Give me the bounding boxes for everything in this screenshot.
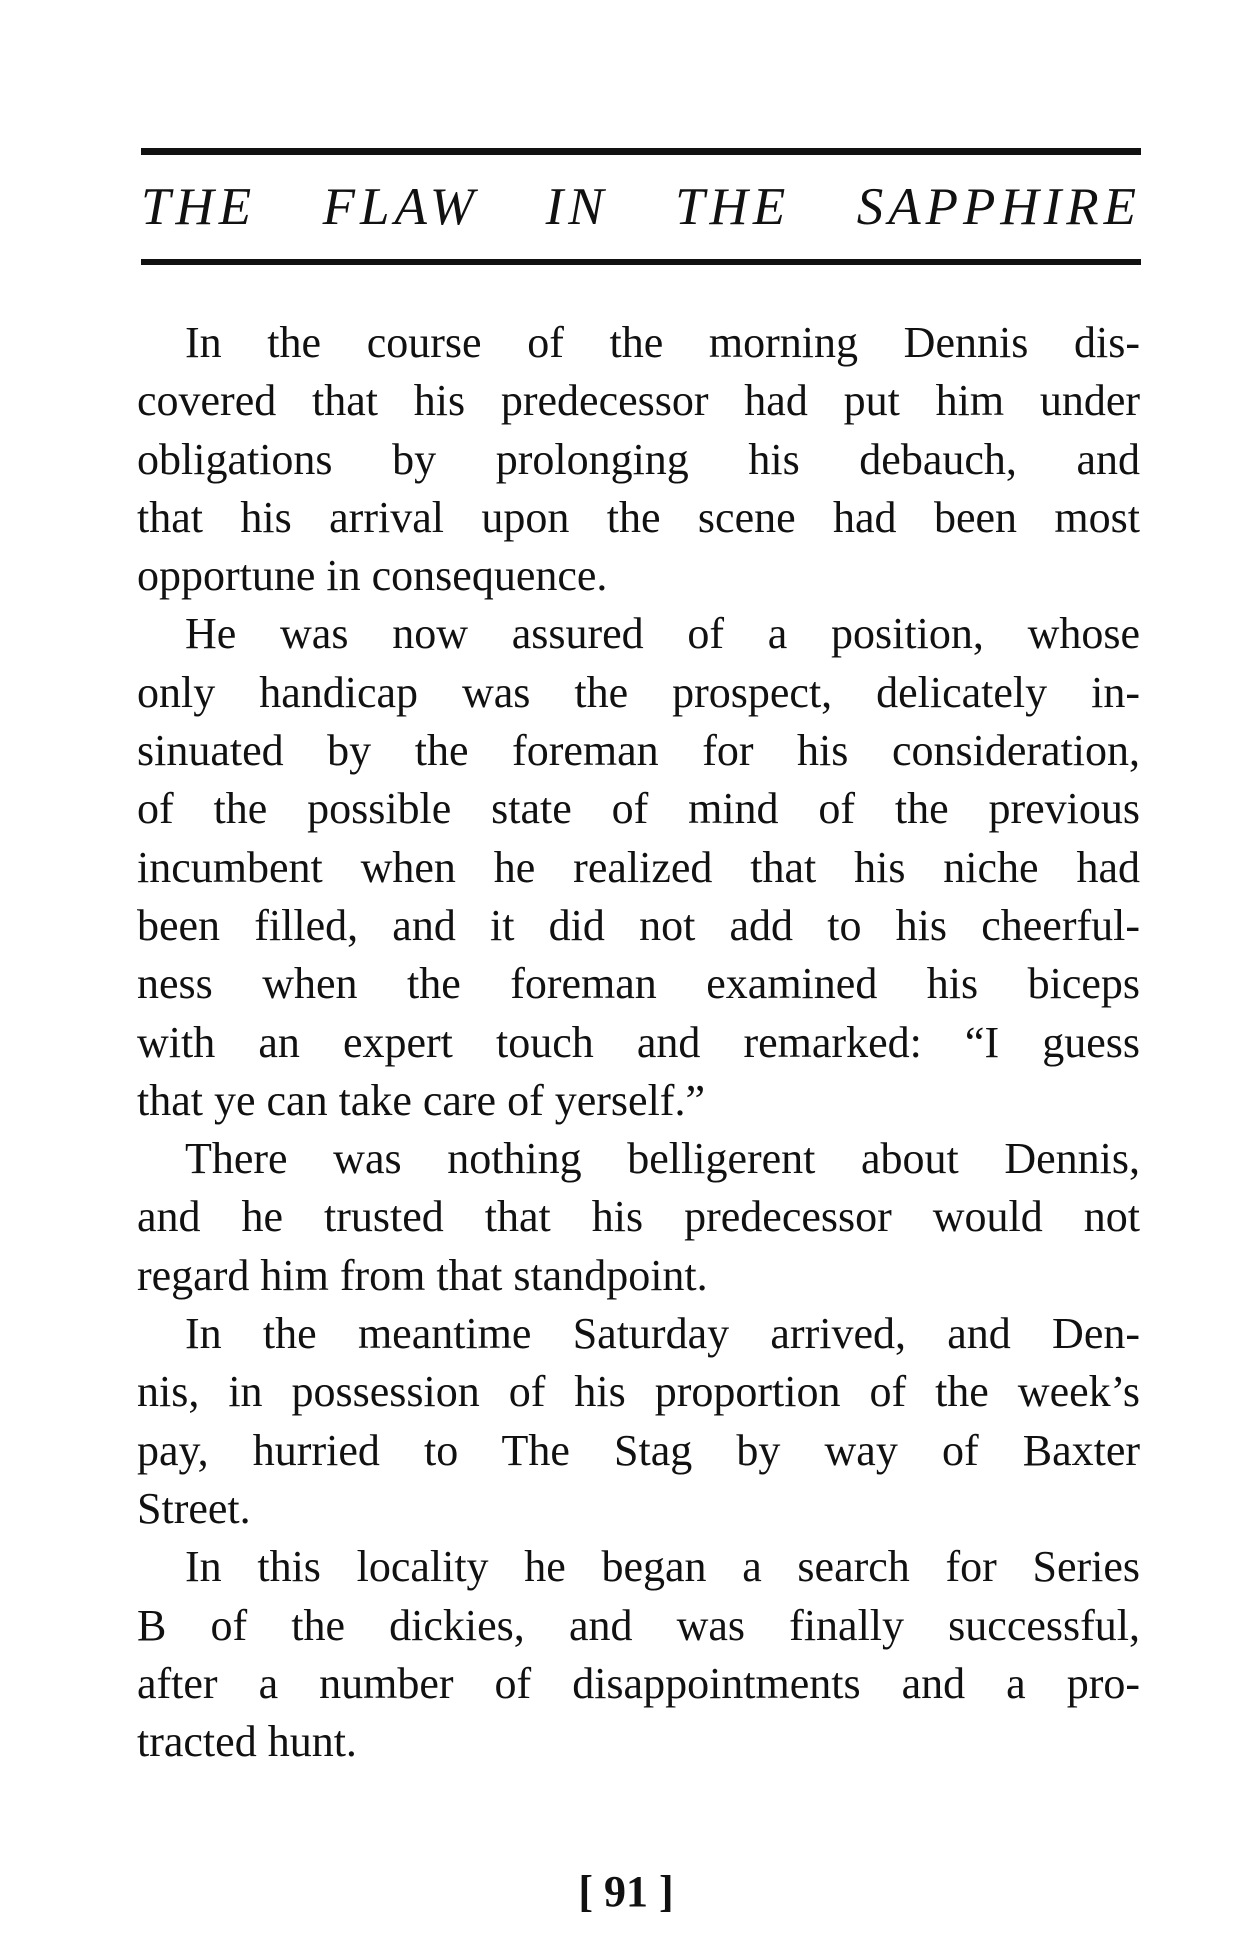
text-line: There was nothing belligerent about Dennis, xyxy=(185,1134,1140,1184)
paragraph xyxy=(137,314,1140,605)
text-line: In the meantime Saturday arrived, and Den- xyxy=(185,1309,1140,1359)
text-line: covered that his predecessor had put him under xyxy=(137,376,1140,426)
paragraph xyxy=(137,1538,1140,1771)
text-line: and he trusted that his predecessor would not xyxy=(137,1192,1140,1242)
text-line: been filled, and it did not add to his cheerful- xyxy=(137,900,1140,950)
text-line: only handicap was the prospect, delicately in- xyxy=(137,667,1140,717)
running-head-word: IN xyxy=(545,178,609,236)
header-top-rule xyxy=(141,148,1141,155)
running-head-word: THE xyxy=(141,178,257,236)
text-line: that his arrival upon the scene had been most xyxy=(137,492,1140,542)
text-line: In this locality he began a search for Series xyxy=(185,1542,1140,1592)
text-line: obligations by prolonging his debauch, and xyxy=(137,434,1140,484)
text-line: He was now assured of a position, whose xyxy=(185,609,1140,659)
text-line: with an expert touch and remarked: “I guess xyxy=(137,1017,1140,1067)
text-line: B of the dickies, and was finally successful, xyxy=(137,1600,1140,1650)
text-line: In the course of the morning Dennis dis- xyxy=(185,318,1140,367)
text-line: that ye can take care of yerself.” xyxy=(137,1075,705,1125)
running-head-word: THE xyxy=(675,178,791,236)
text-line: after a number of disappointments and a pro- xyxy=(137,1658,1140,1708)
page-number: [ 91 ] xyxy=(578,1867,674,1916)
body-text xyxy=(137,314,1140,1771)
paragraph xyxy=(137,605,1140,1130)
running-head xyxy=(141,172,1141,242)
header-bottom-rule xyxy=(141,259,1141,265)
paragraph xyxy=(137,1130,1140,1305)
text-line: of the possible state of mind of the previous xyxy=(137,784,1140,834)
text-line: nis, in possession of his proportion of the week’s xyxy=(137,1367,1140,1417)
text-line: Street. xyxy=(137,1483,251,1533)
text-line: sinuated by the foreman for his consideration, xyxy=(137,726,1140,776)
text-line: ness when the foreman examined his biceps xyxy=(137,959,1140,1009)
text-line: pay, hurried to The Stag by way of Baxter xyxy=(137,1425,1140,1475)
paragraph xyxy=(137,1305,1140,1538)
text-line: incumbent when he realized that his niche had xyxy=(137,842,1140,892)
text-line: regard him from that standpoint. xyxy=(137,1250,708,1300)
text-line: tracted hunt. xyxy=(137,1717,357,1767)
running-head-word: SAPPHIRE xyxy=(856,178,1141,236)
text-line: opportune in consequence. xyxy=(137,551,608,601)
running-head-word: FLAW xyxy=(322,178,480,236)
